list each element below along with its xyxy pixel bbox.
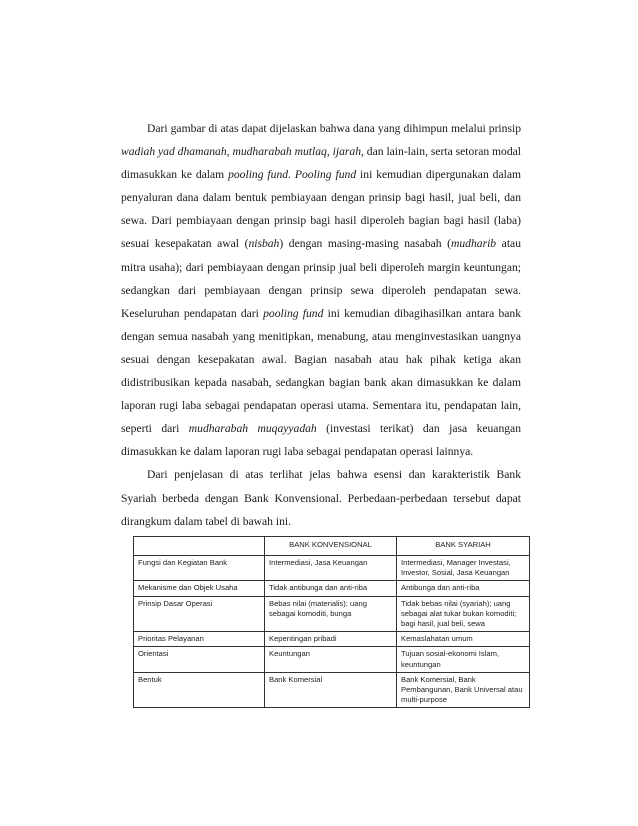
sharia-cell: Tujuan sosial-ekonomi Islam, keuntungan [397, 647, 530, 672]
header-cell-sharia: BANK SYARIAH [397, 537, 530, 556]
table-row [134, 672, 530, 708]
row-label-cell: Prioritas Pelayanan [134, 632, 265, 647]
text-run: ini kemudian dibagihasilkan antara bank dengan semua nasabah yang menitipkan, menabung, atau menginvestasikan uangnya sesuai dengan kesepakatan awal. Bagian nasabah atau hak pihak ketiga akan didistribusikan kepada nasabah, sedangkan bagian bank akan dimasukkan ke dalam laporan rugi laba sebagai pendapatan operasi utama. Sementara itu, pendapatan lain, seperti dari [121, 306, 522, 436]
italic-text-run: pooling fund [228, 168, 289, 182]
sharia-cell: Kemaslahatan umum [397, 632, 530, 647]
row-label-cell: Fungsi dan Kegiatan Bank [134, 556, 265, 581]
text-run: , [326, 145, 333, 159]
table-row [134, 581, 530, 596]
conventional-cell: Bank Komersial [265, 672, 397, 708]
italic-text-run: mudharib [451, 237, 497, 251]
sharia-cell: Intermediasi, Manager Investasi, Investor, Sosial, Jasa Keuangan [397, 556, 530, 581]
header-cell-aspect [134, 537, 265, 556]
sharia-cell: Antibunga dan anti-riba [397, 581, 530, 596]
text-run: ini kemudian dipergunakan dalam penyaluran dana dalam bentuk pembiayaan dengan prinsip bagi hasil, jual beli, dan sewa. Dari pembiayaan dengan prinsip bagi hasil diperoleh bagian bagi hasil (laba) sesuai kesepakatan awal ( [121, 168, 521, 251]
header-cell-conventional: BANK KONVENSIONAL [265, 537, 397, 556]
body-text [121, 117, 521, 533]
comparison-table [133, 536, 530, 708]
table-row [134, 647, 530, 672]
text-run: Dari penjelasan di atas terlihat jelas bahwa esensi dan karakteristik Bank Syariah berbeda dengan Bank Konvensional. Perbedaan-perbedaan tersebut dapat dirangkum dalam tabel di bawah ini. [121, 468, 521, 528]
italic-text-run: pooling fund [263, 306, 324, 320]
comparison-table-wrapper [133, 536, 529, 708]
row-label-cell: Prinsip Dasar Operasi [134, 596, 265, 632]
conventional-cell: Kepentingan pribadi [265, 632, 397, 647]
sharia-cell: Tidak bebas nilai (syariah); uang sebagai alat tukar bukan komoditi; bagi hasil, jual beli, sewa [397, 596, 530, 632]
row-label-cell: Bentuk [134, 672, 265, 708]
row-label-cell: Orientasi [134, 647, 265, 672]
text-run: . [288, 168, 295, 182]
paragraph-2 [121, 463, 521, 532]
table-row [134, 596, 530, 632]
row-label-cell: Mekanisme dan Objek Usaha [134, 581, 265, 596]
conventional-cell: Bebas nilai (materialis); uang sebagai komoditi, bunga [265, 596, 397, 632]
text-run: , [226, 145, 233, 159]
italic-text-run: wadiah yad dhamanah [121, 145, 227, 159]
text-run: atau mitra usaha); dari pembiayaan dengan prinsip jual beli diperoleh margin keuntungan; sedangkan dari pembiayaan dengan prinsip sewa diperoleh pendapatan sewa. Keseluruhan pendapatan dari [121, 237, 521, 320]
italic-text-run: mudharabah muqayyadah [188, 422, 317, 436]
italic-text-run: Pooling fund [294, 168, 357, 182]
italic-text-run: nisbah [248, 237, 280, 251]
text-run: (investasi terikat) dan jasa keuangan dimasukkan ke dalam laporan rugi laba sebagai pendapatan operasi lainnya. [121, 422, 521, 459]
text-run: , dan lain-lain, serta setoran modal dimasukkan ke dalam [121, 145, 522, 182]
italic-text-run: mudharabah mutlaq [232, 145, 327, 159]
italic-text-run: ijarah [332, 145, 361, 159]
text-run: Dari gambar di atas dapat dijelaskan bahwa dana yang dihimpun melalui prinsip [147, 122, 521, 135]
conventional-cell: Intermediasi, Jasa Keuangan [265, 556, 397, 581]
table-header-row [134, 537, 530, 556]
conventional-cell: Tidak antibunga dan anti-riba [265, 581, 397, 596]
paragraph-1 [121, 117, 521, 463]
sharia-cell: Bank Komersial, Bank Pembangunan, Bank Universal atau multi-purpose [397, 672, 530, 708]
text-run: ) dengan masing-masing nasabah ( [279, 237, 452, 251]
conventional-cell: Keuntungan [265, 647, 397, 672]
table-row [134, 632, 530, 647]
table-row [134, 556, 530, 581]
